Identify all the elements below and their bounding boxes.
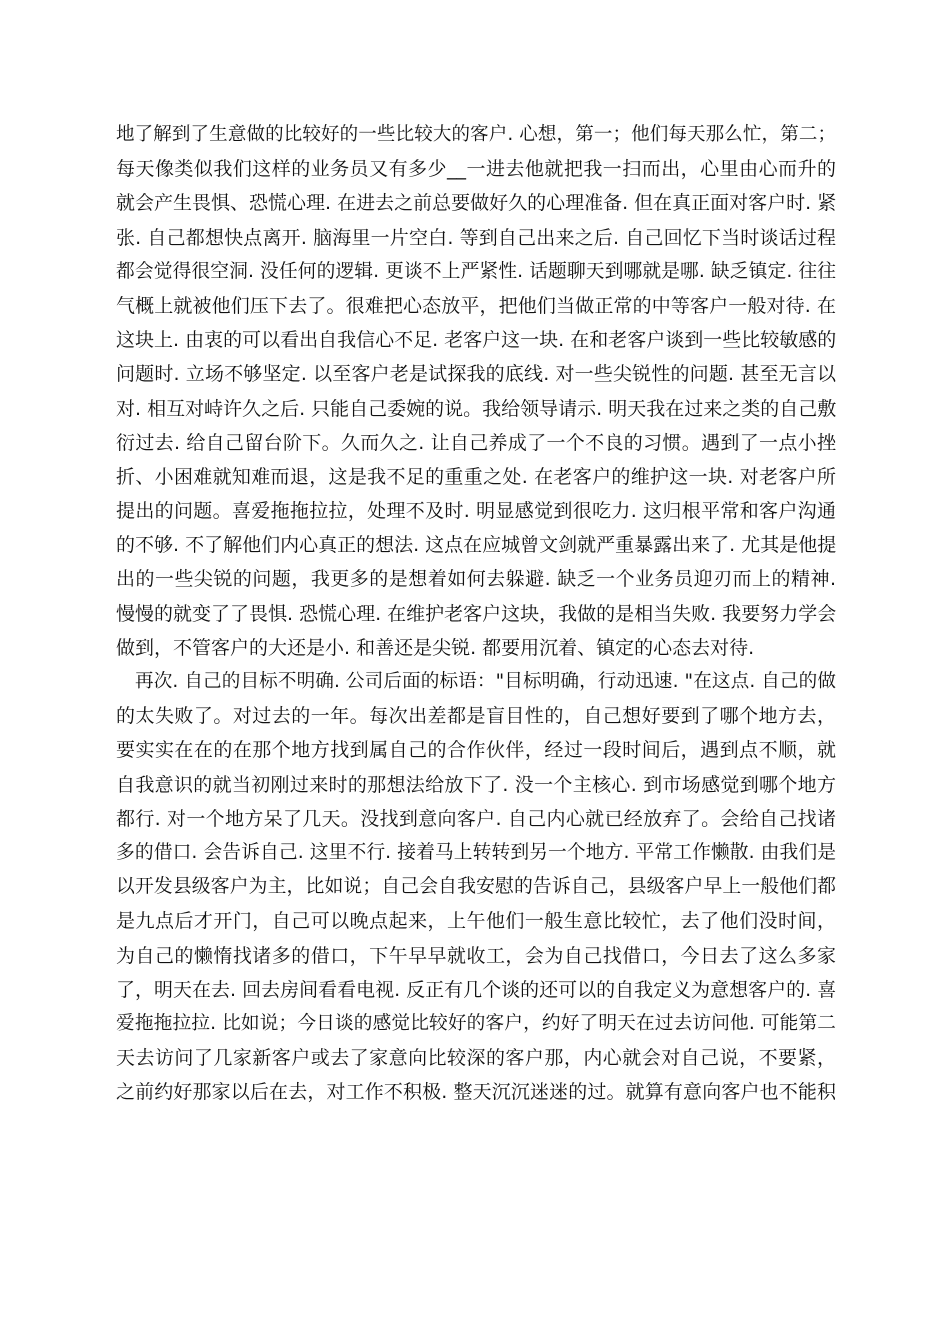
text-line: 天去访问了几家新客户或去了家意向比较深的客户那，内心就会对自己说，不要紧， [116,1047,836,1070]
text-line: 自我意识的就当初刚过来时的那想法给放下了. 没一个主核心. 到市场感觉到哪个地方 [116,773,836,796]
text-line: 这块上. 由衷的可以看出自我信心不足. 老客户这一块. 在和老客户谈到一些比较敏感的 [116,329,837,352]
text-line: 提出的问题。喜爱拖拖拉拉，处理不及时. 明显感觉到很吃力. 这归根平常和客户沟通 [116,500,836,523]
text-line: 要实实在在的在那个地方找到属自己的合作伙伴，经过一段时间后，遇到点不顺，就 [116,739,836,762]
text-line: 对. 相互对峙许久之后. 只能自己委婉的说。我给领导请示. 明天我在过来之类的自己敷 [116,397,837,420]
text-line: 出的一些尖锐的问题，我更多的是想着如何去躲避. 缺乏一个业务员迎刃而上的精神. [116,568,836,591]
text-line: 做到，不管客户的大还是小. 和善还是尖锐. 都要用沉着、镇定的心态去对待. [116,636,755,659]
text-line: 的太失败了。对过去的一年。每次出差都是盲目性的，自己想好要到了哪个地方去， [116,705,836,728]
paragraph-1 [116,118,836,665]
text-line: 都行. 对一个地方呆了几天。没找到意向客户. 自己内心就已经放弃了。会给自己找诸 [116,807,836,830]
text-line: 之前约好那家以后在去，对工作不积极. 整天沉沉迷迷的过。就算有意向客户也不能积 [116,1081,836,1104]
text-line: 的不够. 不了解他们内心真正的想法. 这点在应城曾文剑就严重暴露出来了. 尤其是他提 [116,534,837,557]
text-line: 是九点后才开门，自己可以晚点起来，上午他们一般生意比较忙，去了他们没时间， [116,910,836,933]
text-line: 每天像类似我们这样的业务员又有多少__一进去他就把我一扫而出，心里由心而升的 [116,158,836,181]
text-line: 都会觉得很空洞. 没任何的逻辑. 更谈不上严紧性. 话题聊天到哪就是哪. 缺乏镇定. 往往 [116,260,836,282]
text-line: 问题时. 立场不够坚定. 以至客户老是试探我的底线. 对一些尖锐性的问题. 甚至无言以 [116,363,836,386]
text-line: 再次. 自己的目标不明确. 公司后面的标语："目标明确，行动迅速. "在这点. 自己的做 [135,671,836,692]
text-line: 以开发县级客户为主，比如说；自己会自我安慰的告诉自己，县级客户早上一般他们都 [116,876,836,898]
text-line: 折、小困难就知难而退，这是我不足的重重之处. 在老客户的维护这一块. 对老客户所 [116,465,836,488]
text-line: 为自己的懒惰找诸多的借口，下午早早就收工，会为自己找借口，今日去了这么多家 [116,944,836,967]
document-body [116,118,836,1109]
text-line: 爱拖拖拉拉. 比如说；今日谈的感觉比较好的客户，约好了明天在过去访问他. 可能第二 [116,1012,836,1034]
text-line: 地了解到了生意做的比较好的一些比较大的客户. 心想，第一；他们每天那么忙，第二； [116,124,836,145]
text-line: 衍过去. 给自己留台阶下。久而久之. 让自己养成了一个不良的习惯。遇到了一点小挫 [116,431,836,454]
paragraph-2 [116,665,836,1109]
text-line: 气概上就被他们压下去了。很难把心态放平，把他们当做正常的中等客户一般对待. 在 [116,294,836,317]
text-line: 多的借口. 会告诉自己. 这里不行. 接着马上转转到另一个地方. 平常工作懒散. 由我们是 [116,841,836,863]
text-line: 了，明天在去. 回去房间看看电视. 反正有几个谈的还可以的自我定义为意想客户的. 喜 [116,978,837,1001]
text-line: 慢慢的就变了了畏惧. 恐慌心理. 在维护老客户这块，我做的是相当失败. 我要努力学会 [116,602,837,625]
text-line: 就会产生畏惧、恐慌心理. 在进去之前总要做好久的心理准备. 但在真正面对客户时. 紧 [116,192,837,215]
text-line: 张. 自己都想快点离开. 脑海里一片空白. 等到自己出来之后. 自己回忆下当时谈话过程 [116,226,836,249]
